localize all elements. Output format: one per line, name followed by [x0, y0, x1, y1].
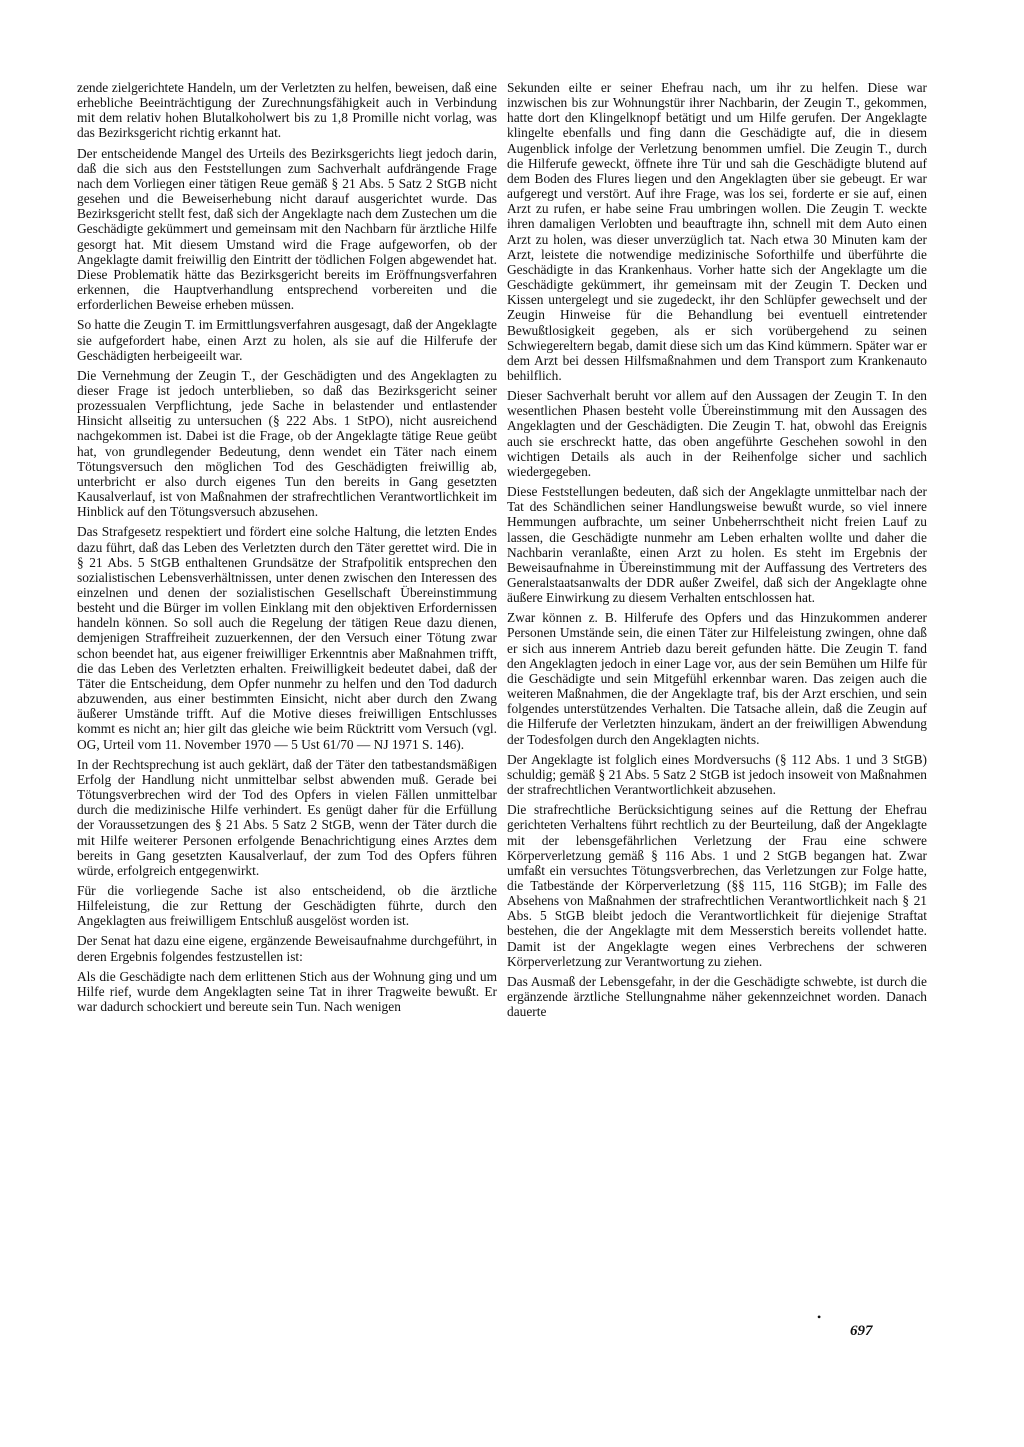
paragraph: Das Strafgesetz respektiert und fördert eine solche Haltung, die letzten Endes dazu führt, daß das Leben des Verletzten durch den Täter gerettet wird. Die in § 21 Abs. 5 StGB enthaltenen Grundsätze der Strafpolitik entsprechen den sozialistischen Lebensverhältnissen, unter denen zwischen den Interessen des einzelnen und denen der sozialistischen Gesellschaft Übereinstimmung besteht und die Bürger im vollen Einklang mit den objektiven Erfordernissen handeln können. So soll auch die Regelung der tätigen Reue dazu dienen, demjenigen Straffreiheit zuzuerkennen, der den Versuch einer Tötung zwar schon beendet hat, aus eigener freiwilliger Erkenntnis aber Maßnahmen trifft, die das Leben des Verletzten erhalten. Freiwilligkeit bedeutet dabei, daß der Täter die Entscheidung, dem Opfer nunmehr zu helfen und den Tod dadurch abzuwenden, aus einer bestimmten Einsicht, nicht aber durch den Zwang äußerer Umstände trifft. Auf die Motive dieses freiwilligen Entschlusses kommt es nicht an; hier gilt das gleiche wie beim Rücktritt vom Versuch (vgl. OG, Urteil vom 11. November 1970 — 5 Ust 61/70 — NJ 1971 S. 146).: [77, 524, 497, 752]
paragraph: Das Ausmaß der Lebensgefahr, in der die Geschädigte schwebte, ist durch die ergänzende ärztliche Stellungnahme näher gekennzeichnet worden. Danach dauerte: [507, 973, 927, 1020]
page-number: 697: [850, 1323, 873, 1339]
left-text-column: [77, 80, 497, 1019]
paragraph: Als die Geschädigte nach dem erlittenen Stich aus der Wohnung ging und um Hilfe rief, wurde dem Angeklagten seine Tat in ihrer Tragweite bewußt. Er war dadurch schockiert und bereute sein Tun. Nach wenigen: [77, 968, 497, 1015]
paragraph: So hatte die Zeugin T. im Ermittlungsverfahren ausgesagt, daß der Angeklagte sie aufgefordert habe, einen Arzt zu holen, als sie auf die Hilferufe der Geschädigten herbeigeeilt war.: [77, 317, 497, 363]
right-text-column: [507, 80, 927, 1024]
paragraph: Diese Feststellungen bedeuten, daß sich der Angeklagte unmittelbar nach der Tat des Schändlichen seiner Handlungsweise bewußt wurde, so viel innere Hemmungen aufbrachte, um seiner Unbeherrschtheit nicht freien Lauf zu lassen, die Geschädigte nunmehr am Leben erhalten wollte und daher die Nachbarin veranlaßte, einen Arzt zu holen. Es steht im Ergebnis der Beweisaufnahme in Übereinstimmung mit der Auffassung des Vertreters des Generalstaatsanwalts der DDR außer Zweifel, daß sich der Angeklagte ohne äußere Einwirkung zu diesem Verhalten entschlossen hat.: [507, 484, 927, 606]
paragraph: Sekunden eilte er seiner Ehefrau nach, um ihr zu helfen. Diese war inzwischen bis zur Wohnungstür ihrer Nachbarin, der Zeugin T., gekommen, hatte dort den Klingelknopf betätigt und um Hilfe gerufen. Der Angeklagte klingelte ebenfalls und fing dann die Geschädigte auf, die in diesem Augenblick infolge der Verletzung benommen umfiel. Die Zeugin T., durch die Hilferufe geweckt, öffnete ihre Tür und sah die Geschädigte blutend auf dem Boden des Flures liegen und den Angeklagten über sie gebeugt. Er war aufgeregt und verstört. Auf ihre Frage, was los sei, forderte er sie auf, einen Arzt zu rufen, er habe seine Frau umbringen wollen. Die Zeugin T. weckte ihren damaligen Verlobten und beauftragte ihn, schnell mit dem Auto einen Arzt zu holen, was dieser unverzüglich tat. Nach etwa 30 Minuten kam der Arzt, leistete die notwendige medizinische Soforthilfe und überführte die Geschädigte in das Krankenhaus. Vorher hatte sich der Angeklagte um die Geschädigte gekümmert, ihr gemeinsam mit der Zeugin T. Decken und Kissen untergelegt und sie zugedeckt, ihr den Schlüpfer gewechselt und der Zeugin Hinweise für die Behandlung bei eventuell eintretender Bewußtlosigkeit gegeben, als er sich vorübergehend zu seinen Schwiegereltern begab, damit diese sich um das Kind kümmern. Später war er dem Arzt bei dessen Hilfsmaßnahmen und dem Transport zum Krankenauto behilflich.: [507, 80, 927, 383]
paragraph: Zwar können z. B. Hilferufe des Opfers und das Hinzukommen anderer Personen Umstände sein, die einen Täter zur Hilfeleistung zwingen, ohne daß er sich aus innerem Antrieb dazu bereit gefunden hätte. Die Zeugin T. fand den Angeklagten jedoch in einer Lage vor, aus der sein Bemühen um Hilfe für die Geschädigte und sein Mitgefühl erkennbar waren. Das zeigen auch die weiteren Maßnahmen, die der Angeklagte traf, bis der Arzt erschien, und sein folgendes unterstützendes Verhalten. Die Tatsache allein, daß die Zeugin auf die Hilferufe der Verletzten hinzukam, ändert an der freiwilligen Abwendung der Todesfolgen durch den Angeklagten nichts.: [507, 610, 927, 747]
paragraph: Der Senat hat dazu eine eigene, ergänzende Beweisaufnahme durchgeführt, in deren Ergebnis folgendes festzustellen ist:: [77, 933, 497, 964]
paragraph: Die strafrechtliche Berücksichtigung seines auf die Rettung der Ehefrau gerichteten Verhaltens führt rechtlich zu der Beurteilung, daß der Angeklagte mit der lebensgefährlichen Verletzung der Frau eine schwere Körperverletzung gemäß § 116 Abs. 1 und 2 StGB begangen hat. Zwar umfaßt ein versuchtes Tötungsverbrechen, das Verletzungen zur Folge hatte, die Tatbestände der Körperverletzung (§§ 115, 116 StGB); im Falle des Absehens von Maßnahmen der strafrechtlichen Verantwortlichkeit nach § 21 Abs. 5 StGB bleibt jedoch die Verantwortlichkeit für diejenige Straftat bestehen, die der Angeklagte mit dem Messerstich bereits vollendet hatte. Damit ist der Angeklagte wegen eines Verbrechens der schweren Körperverletzung zur Verantwortung zu ziehen.: [507, 802, 927, 969]
paragraph: zende zielgerichtete Handeln, um der Verletzten zu helfen, beweisen, daß eine erhebliche Beeinträchtigung der Zurechnungsfähigkeit auch in Verbindung mit dem relativ hohen Blutalkoholwert bis zu 1,8 Promille nicht vorlag, was das Bezirksgericht richtig erkannt hat.: [77, 80, 497, 141]
paragraph: Der Angeklagte ist folglich eines Mordversuchs (§ 112 Abs. 1 und 3 StGB) schuldig; gemäß § 21 Abs. 5 Satz 2 StGB ist jedoch insoweit von Maßnahmen der strafrechtlichen Verantwortlichkeit abzusehen.: [507, 751, 927, 798]
paragraph: In der Rechtsprechung ist auch geklärt, daß der Täter den tatbestandsmäßigen Erfolg der Handlung nicht unmittelbar selbst abwenden muß. Gerade bei Tötungsverbrechen wird der Tod des Opfers in vielen Fällen unmittelbar durch die medizinische Hilfe verhindert. Es genügt daher für die Erfüllung der Voraussetzungen des § 21 Abs. 5 Satz 2 StGB, wenn der Täter durch die mit Hilfe weiterer Personen erfolgende Benachrichtigung eines Arztes dem bereits in Gang gesetzten Kausalverlauf, der zum Tod des Opfers führen würde, erfolgreich entgegenwirkt.: [77, 756, 497, 878]
paragraph: Der entscheidende Mangel des Urteils des Bezirksgerichts liegt jedoch darin, daß die sich aus den Feststellungen zum Sachverhalt aufdrängende Frage nach dem Vorliegen einer tätigen Reue gemäß § 21 Abs. 5 Satz 2 StGB nicht gesehen und die Beweiserhebung nicht darauf ausgerichtet wurde. Das Bezirksgericht stellt fest, daß sich der Angeklagte nach dem Zustechen um die Geschädigte gekümmert und gemeinsam mit den Nachbarn für ärztliche Hilfe gesorgt hat. Mit diesem Umstand wird die Frage aufgeworfen, ob der Angeklagte damit freiwillig den Eintritt der tödlichen Folgen abgewendet hat. Diese Problematik hätte das Bezirksgericht bereits im Eröffnungsverfahren erkennen, die Hauptverhandlung entsprechend vorbereiten und die erforderlichen Beweise erheben müssen.: [77, 145, 497, 313]
paragraph: Dieser Sachverhalt beruht vor allem auf den Aussagen der Zeugin T. In den wesentlichen Phasen besteht volle Übereinstimmung mit den Aussagen des Angeklagten und der Geschädigten. Die Zeugin T. hat, obwohl das Ereignis auch sie erschreckt hatte, das oben angeführte Geschehen sowohl in den wichtigen Details als auch in der Reihenfolge sicher und sachlich wiedergegeben.: [507, 388, 927, 479]
bullet-dot-icon: •: [817, 1310, 822, 1324]
paragraph: Für die vorliegende Sache ist also entscheidend, ob die ärztliche Hilfeleistung, die zur Rettung der Geschädigten führte, durch den Angeklagten aus freiwilligem Entschluß ausgelöst worden ist.: [77, 882, 497, 929]
paragraph: Die Vernehmung der Zeugin T., der Geschädigten und des Angeklagten zu dieser Frage ist jedoch unterblieben, so daß das Bezirksgericht seiner prozessualen Verpflichtung, jede Sache in belastender und entlastender Hinsicht allseitig zu untersuchen (§ 222 Abs. 1 StPO), nicht ausreichend nachgekommen ist. Dabei ist die Frage, ob der Angeklagte tätige Reue geübt hat, von grundlegender Bedeutung, denn wendet ein Täter nach einem Tötungsversuch den möglichen Tod des Geschädigten freiwillig ab, unterbricht er also durch eigenes Tun den bereits in Gang gesetzten Kausalverlauf, ist von Maßnahmen der strafrechtlichen Verantwortlichkeit im Hinblick auf den Tötungsversuch abzusehen.: [77, 367, 497, 520]
